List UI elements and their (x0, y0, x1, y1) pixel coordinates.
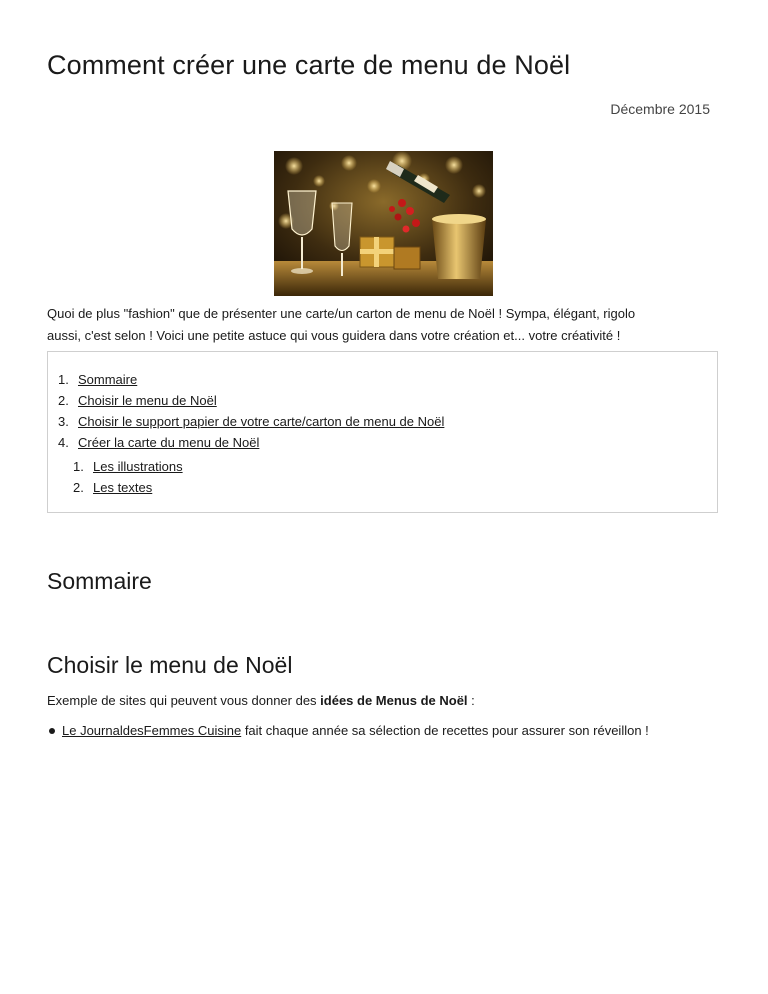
hero-image (274, 151, 493, 296)
heading-sommaire: Sommaire (47, 568, 152, 594)
heading-choisir-menu: Choisir le menu de Noël (47, 652, 293, 678)
toc-subitem: 2. Les textes (73, 480, 153, 495)
toc-link-choisir-menu[interactable]: Choisir le menu de Noël (78, 393, 217, 408)
toc-sublist (73, 456, 183, 498)
example-sites-paragraph: Exemple de sites qui peuvent vous donner des idées de Menus de Noël : (47, 693, 475, 708)
intro-line-2: aussi, c'est selon ! Voici une petite astuce qui vous guidera dans votre création et... votre créativité ! (47, 328, 621, 343)
toc-link-sommaire[interactable]: Sommaire (78, 372, 138, 387)
toc-link-creer-carte[interactable]: Créer la carte du menu de Noël (78, 435, 260, 450)
toc-item: 3. Choisir le support papier de votre carte/carton de menu de Noël (58, 414, 445, 429)
intro-line-1: Quoi de plus "fashion" que de présenter une carte/un carton de menu de Noël ! Sympa, élégant, rigolo (47, 306, 636, 321)
table-of-contents (47, 351, 718, 513)
page-title: Comment créer une carte de menu de Noël (47, 50, 571, 80)
toc-item: 4. Créer la carte du menu de Noël (58, 435, 260, 450)
link-journal-des-femmes[interactable]: Le JournaldesFemmes Cuisine (62, 723, 242, 738)
bullet-icon (49, 728, 55, 734)
toc-subitem: 1. Les illustrations (73, 459, 183, 474)
toc-list (58, 369, 444, 453)
toc-item: 2. Choisir le menu de Noël (58, 393, 217, 408)
toc-link-support-papier[interactable]: Choisir le support papier de votre carte/carton de menu de Noël (78, 414, 445, 429)
example-sites-list (47, 720, 649, 741)
christmas-table-photo (274, 151, 493, 296)
publication-date: Décembre 2015 (610, 101, 710, 117)
intro-paragraph (47, 303, 717, 347)
toc-link-illustrations[interactable]: Les illustrations (93, 459, 183, 474)
list-item: Le JournaldesFemmes Cuisine fait chaque année sa sélection de recettes pour assurer son réveillon ! (47, 720, 649, 741)
toc-link-textes[interactable]: Les textes (93, 480, 153, 495)
toc-item: 1. Sommaire (58, 372, 138, 387)
example-bold-text: idées de Menus de Noël (320, 693, 468, 708)
